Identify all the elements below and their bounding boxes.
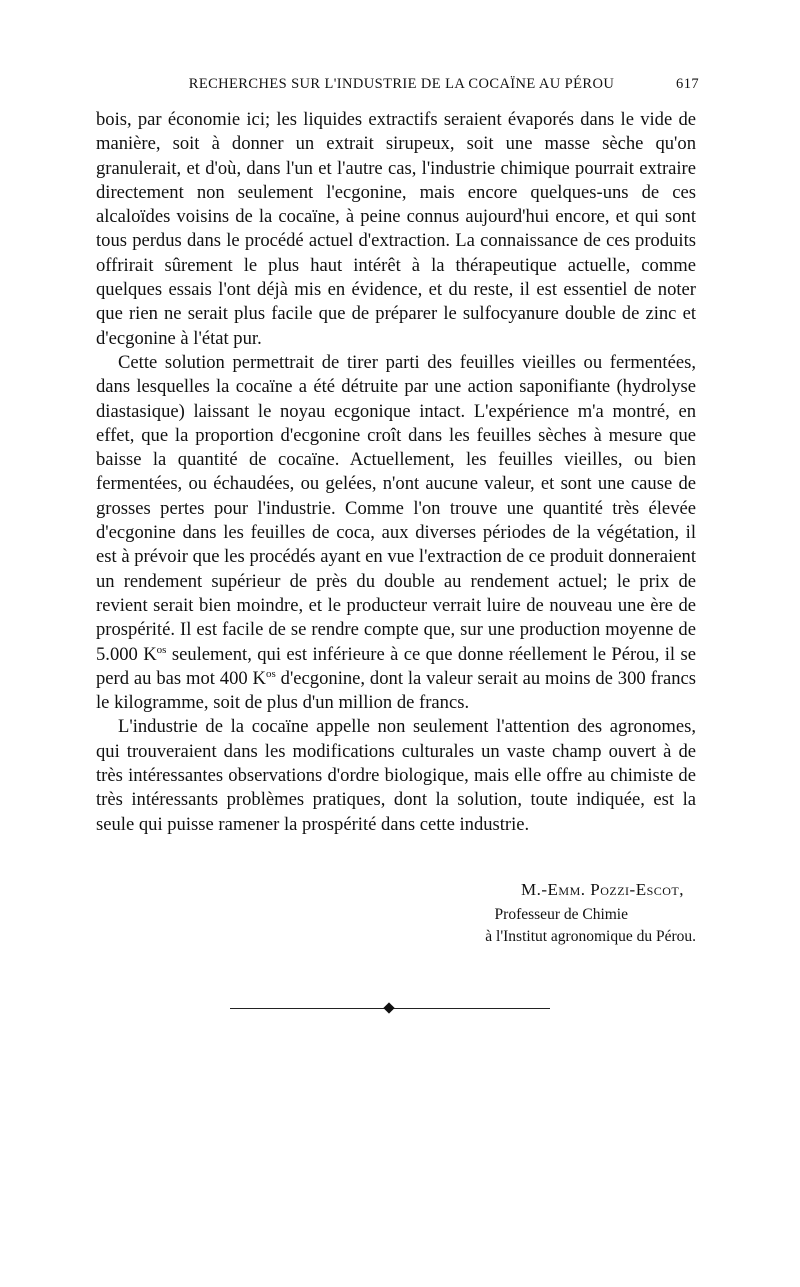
paragraph-ecgonine-part-1: Cette solution permettrait de tirer parti des feuilles vieilles ou fermentées, dans lesquelles la cocaïne a été détruite par une action saponifiante (hydrolyse diastasique) laissant le noyau ecgonique intact. L'expérience m'a montré, en effet, que la proportion d'ecgonine croît dans les feuilles sèches à mesure que baisse la quantité de cocaïne. Actuellement, les feuilles vieilles, ou bien fermentées, ou échaudées, ou gelées, n'ont aucune valeur, et sont une cause de grosses pertes pour l'industrie. Comme l'on trouve une quantité très élevée d'ecgonine dans les feuilles de coca, aux diverses périodes de la végétation, il est à prévoir que les procédés ayant en vue l'extraction de ce produit donneraient un rendement supérieur de près du double au rendement actuel; le prix de revient serait bien moindre, et le producteur verrait luire de nouveau une ère de prospérité. Il est facile de se rendre compte que, sur une production moyenne de 5.000 K bbox=[96, 351, 696, 665]
unit-superscript: os bbox=[156, 643, 167, 656]
page-number: 617 bbox=[676, 76, 699, 92]
paragraph-ecgonine-part-3: d'ecgonine, dont la valeur serait au moins de 300 francs le kilogramme, soit de plus d'un million de francs. bbox=[96, 667, 696, 714]
running-title: RECHERCHES SUR L'INDUSTRIE DE LA COCAÏNE AU PÉROU bbox=[188, 76, 615, 92]
section-divider bbox=[230, 1003, 550, 1015]
author-title: Professeur de Chimie bbox=[494, 906, 628, 923]
paragraph-conclusion: L'industrie de la cocaïne appelle non seulement l'attention des agronomes, qui trouveraient dans les modifications culturales un vaste champ ouvert à de très intéressantes observations d'ordre biologique, mais elle offre au chimiste de très intéressants problèmes pratiques, dont la solution, toute indiquée, est la seule qui puisse ramener la prospérité dans cette industrie. bbox=[96, 716, 696, 835]
running-header bbox=[104, 76, 699, 98]
diamond-ornament-icon bbox=[383, 1002, 394, 1013]
author-institute: à l'Institut agronomique du Pérou. bbox=[485, 928, 696, 945]
author-signature bbox=[276, 880, 696, 948]
unit-superscript: os bbox=[266, 667, 276, 680]
paragraph-continued: bois, par économie ici; les liquides extractifs seraient évaporés dans le vide de manière, soit à donner un extrait sirupeux, soit une masse sèche qu'on granulerait, et d'où, dans l'un et l'autre cas, l'industrie chimique pourrait extraire directement non seulement l'ecgonine, mais encore quelques-uns de ces alcaloïdes voisins de la cocaïne, à peine connus aujourd'hui encore, et qui sont tous perdus dans le procédé actuel d'extraction. La connaissance de ces produits offrirait sûrement le plus haut intérêt à la thérapeutique actuelle, comme quelques essais l'ont déjà mis en évidence, et du reste, il est essentiel de noter que rien ne serait plus facile que de préparer le sulfocyanure double de zinc et d'ecgonine à l'état pur. bbox=[96, 109, 696, 349]
article-body bbox=[96, 108, 696, 837]
author-name: M.-Emm. Pozzi-Escot, bbox=[521, 880, 684, 899]
paragraph-ecgonine-part-2: seulement, qui est inférieure à ce que donne réellement le Pérou, il se perd au bas mot 400 K bbox=[96, 643, 696, 689]
paragraph-ecgonine bbox=[96, 351, 696, 715]
